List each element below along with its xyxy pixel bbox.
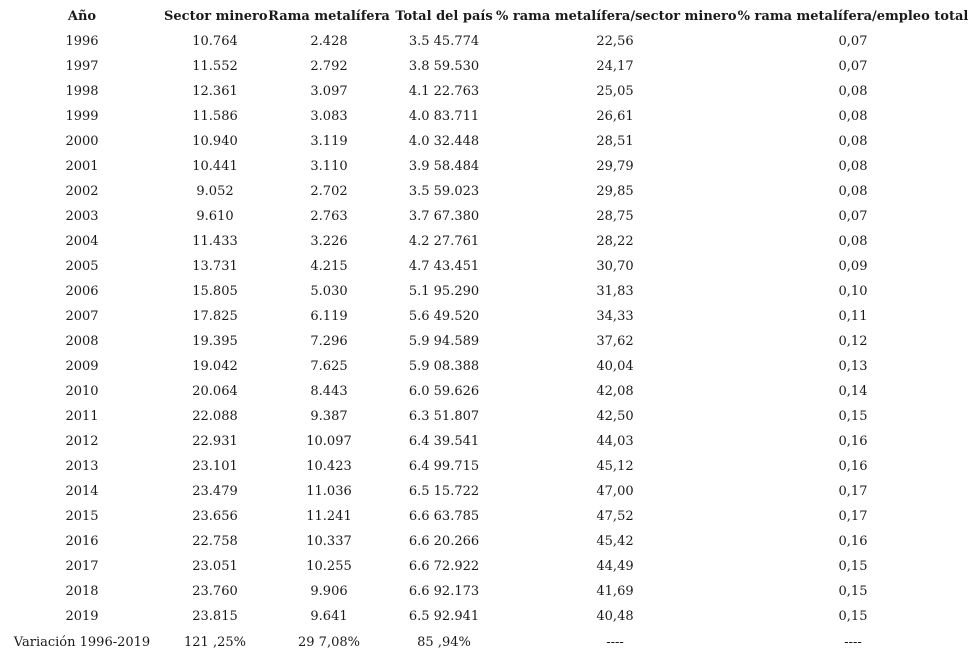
metal-branch-cell: 10.097 xyxy=(306,434,352,449)
table-row xyxy=(0,354,972,379)
metal-branch-cell: 3.083 xyxy=(310,109,348,124)
pct-branch-sector-cell: 42,50 xyxy=(596,409,634,424)
mining-sector-cell: 22.758 xyxy=(192,534,238,549)
pct-branch-sector-cell: 22,56 xyxy=(596,34,634,49)
country-total-cell: 5.1 95.290 xyxy=(408,284,480,299)
employment-table xyxy=(0,4,972,655)
table-row xyxy=(0,254,972,279)
header-country-total: Total del país xyxy=(395,9,493,24)
year-cell: 2014 xyxy=(65,484,99,499)
year-cell: 2007 xyxy=(65,309,99,324)
metal-branch-cell: 3.226 xyxy=(310,234,348,249)
year-cell: 1999 xyxy=(65,109,99,124)
metal-branch-cell: 2.702 xyxy=(310,184,348,199)
mining-sector-cell: 23.815 xyxy=(192,609,238,624)
pct-branch-employment-cell: 0,08 xyxy=(838,184,868,199)
metal-branch-cell: 8.443 xyxy=(310,384,348,399)
pct-branch-employment-cell: 0,15 xyxy=(838,559,868,574)
year-cell: 2004 xyxy=(65,234,99,249)
table-row xyxy=(0,579,972,604)
pct-branch-sector-cell: 26,61 xyxy=(596,109,634,124)
pct-branch-employment-cell: 0,08 xyxy=(838,234,868,249)
mining-sector-cell: 10.441 xyxy=(192,159,238,174)
country-total-cell: 6.6 72.922 xyxy=(408,559,480,574)
header-metal-branch: Rama metalífera xyxy=(268,9,390,24)
table-row xyxy=(0,29,972,54)
pct-branch-sector-cell: 44,49 xyxy=(596,559,634,574)
pct-branch-sector-cell: 25,05 xyxy=(596,84,634,99)
header-year: Año xyxy=(67,9,97,24)
metal-branch-cell: 2.792 xyxy=(310,59,348,74)
metal-branch-cell: 6.119 xyxy=(310,309,348,324)
metal-branch-cell: 4.215 xyxy=(310,259,348,274)
mining-sector-cell: 22.931 xyxy=(192,434,238,449)
year-cell: 2012 xyxy=(65,434,99,449)
table-row xyxy=(0,604,972,629)
pct-branch-employment-cell: 0,09 xyxy=(838,259,868,274)
country-total-cell: 5.9 08.388 xyxy=(408,359,480,374)
header-pct-branch-sector: % rama metalífera/sector minero xyxy=(496,9,737,24)
mining-sector-cell: 11.552 xyxy=(192,59,238,74)
country-total-cell: 4.2 27.761 xyxy=(408,234,480,249)
mining-sector-cell: 22.088 xyxy=(192,409,238,424)
mining-sector-cell: 121 ,25% xyxy=(184,634,246,650)
metal-branch-cell: 10.337 xyxy=(306,534,352,549)
year-cell: 1998 xyxy=(65,84,99,99)
country-total-cell: 6.6 20.266 xyxy=(408,534,480,549)
year-cell: 2002 xyxy=(65,184,99,199)
year-cell: 2000 xyxy=(65,134,99,149)
mining-sector-cell: 17.825 xyxy=(192,309,238,324)
year-cell: 2017 xyxy=(65,559,99,574)
pct-branch-employment-cell: 0,14 xyxy=(838,384,868,399)
table-row xyxy=(0,529,972,554)
country-total-cell: 6.3 51.807 xyxy=(408,409,480,424)
metal-branch-cell: 29 7,08% xyxy=(298,634,360,650)
country-total-cell: 4.1 22.763 xyxy=(408,84,480,99)
table-row xyxy=(0,154,972,179)
table-row xyxy=(0,329,972,354)
metal-branch-cell: 11.241 xyxy=(306,509,352,524)
mining-sector-cell: 11.433 xyxy=(192,234,238,249)
table-row xyxy=(0,554,972,579)
pct-branch-sector-cell: 37,62 xyxy=(596,334,634,349)
pct-branch-employment-cell: 0,10 xyxy=(838,284,868,299)
metal-branch-cell: 9.906 xyxy=(310,584,348,599)
pct-branch-employment-cell: 0,17 xyxy=(838,509,868,524)
country-total-cell: 3.7 67.380 xyxy=(408,209,480,224)
table-row xyxy=(0,479,972,504)
table-row xyxy=(0,204,972,229)
year-cell: 2001 xyxy=(65,159,99,174)
pct-branch-employment-cell: 0,16 xyxy=(838,459,868,474)
country-total-cell: 6.6 63.785 xyxy=(408,509,480,524)
mining-sector-cell: 23.101 xyxy=(192,459,238,474)
year-cell: Variación 1996-2019 xyxy=(13,634,151,650)
metal-branch-cell: 10.423 xyxy=(306,459,352,474)
table-row xyxy=(0,379,972,404)
pct-branch-sector-cell: 24,17 xyxy=(596,59,634,74)
metal-branch-cell: 3.097 xyxy=(310,84,348,99)
metal-branch-cell: 7.625 xyxy=(310,359,348,374)
mining-sector-cell: 23.051 xyxy=(192,559,238,574)
year-cell: 2015 xyxy=(65,509,99,524)
country-total-cell: 5.6 49.520 xyxy=(408,309,480,324)
header-pct-branch-employment: % rama metalífera/empleo total xyxy=(737,9,969,24)
year-cell: 1997 xyxy=(65,59,99,74)
pct-branch-employment-cell: 0,15 xyxy=(838,584,868,599)
pct-branch-sector-cell: 31,83 xyxy=(596,284,634,299)
pct-branch-employment-cell: 0,08 xyxy=(838,109,868,124)
year-cell: 2013 xyxy=(65,459,99,474)
year-cell: 2010 xyxy=(65,384,99,399)
country-total-cell: 4.7 43.451 xyxy=(408,259,480,274)
country-total-cell: 4.0 32.448 xyxy=(408,134,480,149)
year-cell: 2009 xyxy=(65,359,99,374)
pct-branch-sector-cell: ---- xyxy=(606,634,624,650)
mining-sector-cell: 13.731 xyxy=(192,259,238,274)
table-row xyxy=(0,304,972,329)
header-mining-sector: Sector minero xyxy=(164,9,268,24)
mining-sector-cell: 15.805 xyxy=(192,284,238,299)
pct-branch-sector-cell: 34,33 xyxy=(596,309,634,324)
mining-sector-cell: 12.361 xyxy=(192,84,238,99)
pct-branch-sector-cell: 28,22 xyxy=(596,234,634,249)
pct-branch-sector-cell: 42,08 xyxy=(596,384,634,399)
metal-branch-cell: 2.763 xyxy=(310,209,348,224)
pct-branch-employment-cell: 0,15 xyxy=(838,609,868,624)
table-row xyxy=(0,504,972,529)
pct-branch-employment-cell: 0,13 xyxy=(838,359,868,374)
variation-row xyxy=(0,629,972,655)
pct-branch-sector-cell: 29,85 xyxy=(596,184,634,199)
year-cell: 2016 xyxy=(65,534,99,549)
country-total-cell: 85 ,94% xyxy=(417,634,471,650)
country-total-cell: 6.4 99.715 xyxy=(408,459,480,474)
pct-branch-sector-cell: 41,69 xyxy=(596,584,634,599)
metal-branch-cell: 3.119 xyxy=(310,134,348,149)
pct-branch-sector-cell: 45,12 xyxy=(596,459,634,474)
country-total-cell: 6.4 39.541 xyxy=(408,434,480,449)
pct-branch-sector-cell: 28,75 xyxy=(596,209,634,224)
pct-branch-sector-cell: 30,70 xyxy=(596,259,634,274)
table-row xyxy=(0,279,972,304)
mining-sector-cell: 23.760 xyxy=(192,584,238,599)
year-cell: 2008 xyxy=(65,334,99,349)
year-cell: 1996 xyxy=(65,34,99,49)
header-row xyxy=(0,4,972,29)
year-cell: 2006 xyxy=(65,284,99,299)
pct-branch-employment-cell: 0,11 xyxy=(838,309,868,324)
pct-branch-sector-cell: 47,00 xyxy=(596,484,634,499)
country-total-cell: 4.0 83.711 xyxy=(408,109,480,124)
pct-branch-employment-cell: 0,08 xyxy=(838,134,868,149)
metal-branch-cell: 9.641 xyxy=(310,609,348,624)
country-total-cell: 3.9 58.484 xyxy=(408,159,480,174)
metal-branch-cell: 10.255 xyxy=(306,559,352,574)
pct-branch-sector-cell: 40,04 xyxy=(596,359,634,374)
pct-branch-employment-cell: 0,12 xyxy=(838,334,868,349)
year-cell: 2019 xyxy=(65,609,99,624)
pct-branch-sector-cell: 28,51 xyxy=(596,134,634,149)
pct-branch-sector-cell: 45,42 xyxy=(596,534,634,549)
metal-branch-cell: 2.428 xyxy=(310,34,348,49)
table-row xyxy=(0,104,972,129)
year-cell: 2018 xyxy=(65,584,99,599)
country-total-cell: 3.5 45.774 xyxy=(408,34,480,49)
pct-branch-employment-cell: 0,16 xyxy=(838,534,868,549)
table-row xyxy=(0,129,972,154)
metal-branch-cell: 11.036 xyxy=(306,484,352,499)
mining-sector-cell: 10.940 xyxy=(192,134,238,149)
year-cell: 2003 xyxy=(65,209,99,224)
pct-branch-employment-cell: 0,15 xyxy=(838,409,868,424)
country-total-cell: 6.0 59.626 xyxy=(408,384,480,399)
table-body xyxy=(0,29,972,655)
table-header xyxy=(0,4,972,29)
metal-branch-cell: 5.030 xyxy=(310,284,348,299)
metal-branch-cell: 3.110 xyxy=(310,159,348,174)
table-row xyxy=(0,229,972,254)
pct-branch-employment-cell: 0,17 xyxy=(838,484,868,499)
pct-branch-employment-cell: 0,07 xyxy=(838,34,868,49)
pct-branch-employment-cell: 0,08 xyxy=(838,159,868,174)
country-total-cell: 5.9 94.589 xyxy=(408,334,480,349)
table-row xyxy=(0,54,972,79)
mining-sector-cell: 9.610 xyxy=(196,209,234,224)
metal-branch-cell: 9.387 xyxy=(310,409,348,424)
mining-sector-cell: 23.656 xyxy=(192,509,238,524)
country-total-cell: 6.6 92.173 xyxy=(408,584,480,599)
pct-branch-employment-cell: ---- xyxy=(844,634,862,650)
table-row xyxy=(0,79,972,104)
mining-sector-cell: 23.479 xyxy=(192,484,238,499)
mining-sector-cell: 19.042 xyxy=(192,359,238,374)
pct-branch-sector-cell: 40,48 xyxy=(596,609,634,624)
country-total-cell: 6.5 92.941 xyxy=(408,609,480,624)
pct-branch-employment-cell: 0,07 xyxy=(838,59,868,74)
mining-sector-cell: 11.586 xyxy=(192,109,238,124)
mining-sector-cell: 19.395 xyxy=(192,334,238,349)
pct-branch-sector-cell: 47,52 xyxy=(596,509,634,524)
year-cell: 2005 xyxy=(65,259,99,274)
year-cell: 2011 xyxy=(65,409,99,424)
country-total-cell: 6.5 15.722 xyxy=(408,484,480,499)
pct-branch-employment-cell: 0,07 xyxy=(838,209,868,224)
pct-branch-sector-cell: 29,79 xyxy=(596,159,634,174)
table-row xyxy=(0,179,972,204)
mining-sector-cell: 10.764 xyxy=(192,34,238,49)
mining-sector-cell: 20.064 xyxy=(192,384,238,399)
mining-sector-cell: 9.052 xyxy=(196,184,234,199)
pct-branch-employment-cell: 0,16 xyxy=(838,434,868,449)
table-row xyxy=(0,429,972,454)
table-row xyxy=(0,404,972,429)
table-row xyxy=(0,454,972,479)
pct-branch-sector-cell: 44,03 xyxy=(596,434,634,449)
metal-branch-cell: 7.296 xyxy=(310,334,348,349)
country-total-cell: 3.8 59.530 xyxy=(408,59,480,74)
country-total-cell: 3.5 59.023 xyxy=(408,184,480,199)
pct-branch-employment-cell: 0,08 xyxy=(838,84,868,99)
